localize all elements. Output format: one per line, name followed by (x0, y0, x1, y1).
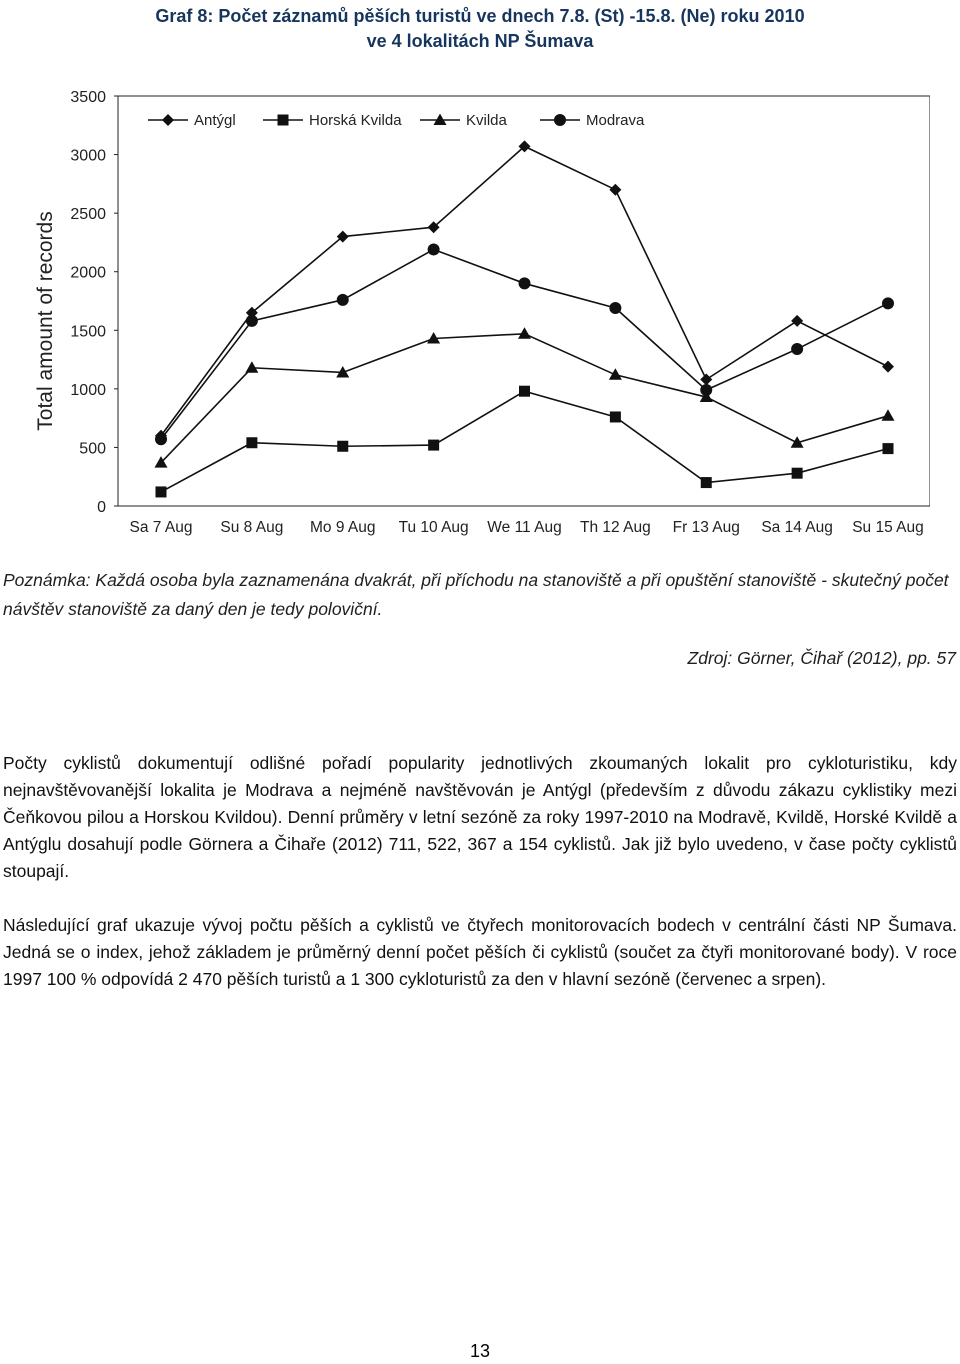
data-point-horsk-kvilda (519, 386, 530, 397)
legend-label-kvilda: Kvilda (466, 112, 507, 129)
source-citation: Zdroj: Görner, Čihař (2012), pp. 57 (687, 648, 956, 668)
y-tick-label: 2500 (70, 206, 106, 224)
data-point-horsk-kvilda (610, 411, 621, 422)
page-number: 13 (469, 1341, 491, 1361)
data-point-modrava (609, 302, 621, 314)
data-point-horsk-kvilda (883, 443, 894, 454)
data-point-kvilda (518, 327, 531, 339)
line-chart (30, 80, 930, 542)
legend-label-ant-gl: Antýgl (194, 112, 236, 129)
y-tick-label: 1500 (70, 323, 106, 341)
x-tick-label: Su 8 Aug (220, 519, 284, 536)
data-point-kvilda (609, 368, 622, 380)
data-point-ant-gl (700, 373, 712, 385)
data-point-horsk-kvilda (246, 437, 257, 448)
legend-label-modrava: Modrava (586, 112, 645, 129)
x-tick-label: Su 15 Aug (852, 519, 924, 536)
chart-title-line-1: Graf 8: Počet záznamů pěších turistů ve dnech 7.8. (St) -15.8. (Ne) roku 2010 (155, 6, 805, 26)
data-point-kvilda (245, 361, 258, 373)
plot-area-frame (118, 96, 930, 506)
chart-title-line-2: ve 4 lokalitách NP Šumava (366, 31, 594, 51)
x-tick-label: We 11 Aug (487, 519, 562, 536)
y-axis-label: Total amount of records (34, 211, 57, 431)
data-point-modrava (337, 294, 349, 306)
data-point-modrava (700, 384, 712, 396)
data-point-ant-gl (882, 361, 894, 373)
data-point-modrava (791, 343, 803, 355)
x-tick-label: Tu 10 Aug (398, 519, 469, 536)
x-tick-label: Mo 9 Aug (310, 519, 376, 536)
data-point-modrava (428, 243, 440, 255)
legend-marker-horsk-kvilda (278, 115, 289, 126)
legend-label-horsk-kvilda: Horská Kvilda (309, 112, 402, 129)
chart-note: Poznámka: Každá osoba byla zaznamenána dvakrát, při příchodu na stanoviště a při opuštění stanoviště - skutečný počet návštěv stanoviště za daný den je tedy poloviční. (3, 570, 949, 619)
x-tick-label: Sa 14 Aug (761, 519, 833, 536)
data-point-horsk-kvilda (337, 441, 348, 452)
series-line-horsk-kvilda (161, 391, 888, 492)
paragraph-cyclists: Počty cyklistů dokumentují odlišné pořadí popularity jednotlivých zkoumaných lokalit pro cykloturistiku, kdy nejnavštěvovanější lokalita je Modrava a nejméně navštěvován je Antýgl (především z důvodu zákazu cyklistiky mezi Čeňkovou pilou a Horskou Kvildou). Denní průměry v letní sezóně za roky 1997-2010 na Modravě, Kvildě, Horské Kvildě a Antýglu dosahují podle Görnera a Čihaře (2012) 711, 522, 367 a 154 cyklistů. Jak již bylo uvedeno, v čase počty cyklistů stoupají. (3, 753, 957, 881)
y-tick-label: 0 (97, 499, 106, 516)
data-point-ant-gl (609, 184, 621, 196)
data-point-horsk-kvilda (428, 440, 439, 451)
x-tick-label: Th 12 Aug (580, 519, 651, 536)
y-tick-label: 3500 (70, 89, 106, 106)
legend-marker-ant-gl (162, 114, 174, 126)
data-point-modrava (246, 315, 258, 327)
data-point-horsk-kvilda (156, 486, 167, 497)
paragraph-index: Následující graf ukazuje vývoj počtu pěších a cyklistů ve čtyřech monitorovacích bodech v centrální části NP Šumava. Jedná se o index, jehož základem je průměrný denní počet pěších či cyklistů (součet za čtyři monitorované body). V roce 1997 100 % odpovídá 2 470 pěších turistů a 1 300 cykloturistů za den v hlavní sezóně (červenec a srpen). (3, 915, 957, 989)
data-point-ant-gl (791, 315, 803, 327)
y-tick-label: 1000 (70, 381, 106, 399)
legend-marker-modrava (554, 114, 566, 126)
data-point-horsk-kvilda (792, 468, 803, 479)
x-tick-label: Fr 13 Aug (672, 519, 740, 536)
chart-title (0, 4, 960, 54)
data-point-kvilda (882, 409, 895, 421)
y-tick-label: 500 (79, 440, 106, 458)
x-tick-label: Sa 7 Aug (129, 519, 193, 536)
data-point-horsk-kvilda (701, 477, 712, 488)
data-point-modrava (155, 433, 167, 445)
y-tick-label: 3000 (70, 147, 106, 165)
data-point-modrava (519, 277, 531, 289)
data-point-modrava (882, 297, 894, 309)
y-tick-label: 2000 (70, 264, 106, 282)
